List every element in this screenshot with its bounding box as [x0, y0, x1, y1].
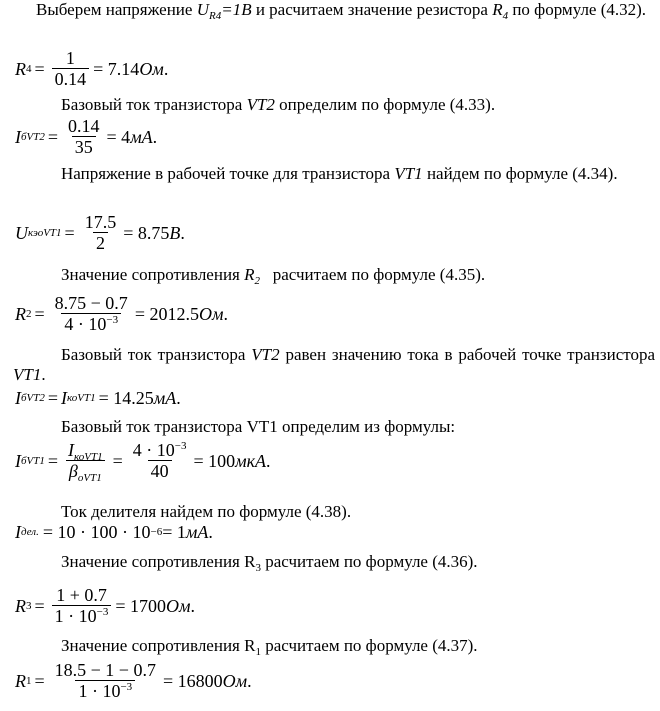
numerator: 1 + 0.7 — [56, 585, 107, 605]
result: = 16800 — [162, 670, 223, 691]
text-r3 — [61, 552, 478, 572]
denominator-base: 1 · 10 — [54, 606, 97, 626]
text: расчитаем по формуле (4.37). — [260, 636, 478, 655]
transistor-name: VT1 — [13, 365, 42, 384]
lhs-symbol: I — [15, 126, 21, 147]
lhs-symbol: I — [15, 522, 21, 542]
numerator: 1 — [65, 48, 75, 68]
period: . — [180, 222, 185, 243]
transistor-name: VT2 — [246, 95, 275, 114]
denominator — [61, 313, 121, 334]
numerator: 17.5 — [84, 212, 117, 232]
subscript: 1 — [255, 646, 261, 658]
denominator — [66, 460, 105, 484]
equation-r2: R 2 = $\frac{8.75 - 0.7}{4 \cdot 10^{-3}}$ = 2012.5 Ом . — [15, 293, 228, 334]
numerator: 0.14 — [68, 116, 100, 136]
equation-ib-vt1: I бVT1 = $\frac{I_{коVT1}}{\beta_{оVT1}}$ = $\frac{4 \cdot 10^{-3}}{40}$ = 100 мкА . — [15, 440, 271, 484]
result: = 7.14 — [93, 58, 140, 79]
subscript: 3 — [255, 562, 261, 574]
text: расчитаем по формуле (4.35). — [260, 265, 486, 284]
equals-sign: = — [34, 58, 45, 79]
paragraph-choose-voltage — [13, 0, 655, 20]
denominator — [52, 605, 112, 626]
equals-sign: = — [34, 303, 45, 324]
numerator-symbol: I — [68, 440, 75, 460]
numerator-subscript: коVT1 — [74, 451, 103, 463]
equals-sign: = — [34, 595, 45, 616]
fraction — [130, 440, 190, 481]
denominator: 2 — [93, 232, 108, 253]
result: = 100 — [193, 450, 236, 471]
exponent: −3 — [174, 440, 187, 452]
equation-uke-vt1: U кэоVT1 = $\frac{17.5}{2}$ = 8.75 В . — [15, 212, 185, 253]
fraction — [52, 585, 112, 626]
period: . — [163, 58, 169, 79]
denominator-base: 1 · 10 — [78, 681, 121, 701]
text-base-current-vt1 — [61, 417, 455, 437]
fraction — [65, 440, 106, 484]
fraction — [52, 48, 90, 89]
paragraph-base-current-equal — [13, 345, 655, 385]
fraction — [65, 116, 103, 157]
equals-sign: = — [47, 388, 59, 408]
equation-r1: R 1 = $\frac{18.5 - 1 - 0.7}{1 \cdot 10^{-3}}$ = 16800 Ом . — [15, 660, 252, 701]
equation-i-divider: I дел. = 10 · 100 · 10 −6 = 1 мА . — [15, 522, 213, 542]
equation-r3: R 3 = $\frac{1 + 0.7}{1 \cdot 10^{-3}}$ = 1700 Ом . — [15, 585, 196, 626]
text: . — [41, 365, 46, 384]
text-base-current-vt2 — [61, 95, 495, 115]
text-r2 — [61, 265, 485, 285]
equation-ib-vt2: I бVT2 = $\frac{0.14}{35}$ = 4 мА . — [15, 116, 158, 157]
text: определим по формуле (4.33). — [274, 95, 496, 114]
period: . — [223, 303, 228, 324]
text: Значение сопротивления R — [61, 552, 256, 571]
result: = 14.25 — [98, 388, 154, 408]
lhs-symbol: R — [15, 58, 26, 79]
lhs-symbol: R — [15, 303, 26, 324]
text-r1 — [61, 636, 478, 656]
unit: мА — [185, 522, 209, 542]
period: . — [176, 388, 181, 408]
result: = 4 — [106, 126, 131, 147]
paragraph-work-point — [13, 164, 655, 184]
lhs-symbol: I — [15, 388, 21, 408]
unit: Ом — [166, 595, 191, 616]
equals-sign: = — [34, 670, 45, 691]
text: Значение сопротивления — [61, 265, 245, 284]
equals-sign: = — [47, 450, 59, 471]
numerator: 8.75 − 0.7 — [54, 293, 128, 313]
equation-r4: R 4 = $\frac{1}{0.14}$ = 7.14 Ом . — [15, 48, 169, 89]
numerator-base: 4 · 10 — [132, 440, 175, 460]
denominator: 0.14 — [52, 68, 90, 89]
text: Базовый ток транзистора VT1 определим из формулы: — [61, 417, 456, 436]
value: =1 — [221, 0, 242, 19]
period: . — [266, 450, 271, 471]
text: и расчитаем значение резистора — [251, 0, 493, 19]
text: Напряжение в рабочей точке для транзистора — [61, 164, 395, 183]
denominator-subscript: оVT1 — [77, 472, 102, 484]
expression: = 10 · 100 · 10 — [42, 522, 151, 542]
fraction — [52, 660, 159, 701]
unit: мА — [130, 126, 153, 147]
result: = 1 — [162, 522, 186, 542]
period: . — [190, 595, 196, 616]
equation-ib-vt2-equals-ik: I бVT2 = I коVT1 = 14.25 мА . — [15, 388, 181, 408]
fraction — [52, 293, 131, 334]
subscript: 4 — [502, 10, 509, 22]
lhs-symbol: U — [15, 222, 28, 243]
symbol-r: R — [244, 265, 255, 284]
text: Выберем напряжение — [36, 0, 197, 19]
text: Базовый ток транзистора — [61, 95, 247, 114]
numerator — [65, 440, 106, 463]
text-divider-current — [61, 502, 351, 522]
period: . — [152, 126, 158, 147]
lhs-symbol: I — [15, 450, 21, 471]
unit: В — [241, 0, 252, 19]
equals-sign: = — [47, 126, 59, 147]
text: Базовый ток транзистора — [61, 345, 252, 364]
text: найдем по формуле (4.34). — [422, 164, 618, 183]
unit: Ом — [139, 58, 164, 79]
mid-symbol: I — [61, 388, 68, 408]
equals-sign: = — [112, 450, 123, 471]
exponent: −3 — [96, 606, 109, 618]
denominator-symbol: β — [68, 461, 78, 481]
period: . — [208, 522, 213, 542]
denominator: 40 — [148, 460, 172, 481]
equals-sign: = — [64, 222, 75, 243]
unit: Ом — [222, 670, 248, 691]
exponent: −3 — [120, 681, 133, 693]
transistor-name: VT2 — [251, 345, 280, 364]
denominator — [75, 680, 135, 701]
fraction — [82, 212, 120, 253]
subscript: 2 — [254, 275, 260, 287]
denominator-base: 4 · 10 — [64, 314, 107, 334]
numerator — [130, 440, 190, 460]
unit: Ом — [198, 303, 224, 324]
unit: мА — [153, 388, 177, 408]
result: = 2012.5 — [134, 303, 199, 324]
transistor-name: VT1 — [394, 164, 423, 183]
lhs-symbol: R — [15, 670, 26, 691]
subscript: R4 — [208, 10, 222, 22]
text: Ток делителя найдем по формуле (4.38). — [61, 502, 352, 521]
text: расчитаем по формуле (4.36). — [260, 552, 478, 571]
denominator: 35 — [72, 136, 96, 157]
period: . — [247, 670, 252, 691]
symbol-u: U — [196, 0, 209, 19]
lhs-symbol: R — [15, 595, 26, 616]
result: = 1700 — [115, 595, 167, 616]
result: = 8.75 — [123, 222, 170, 243]
symbol-r: R — [492, 0, 503, 19]
text: по формуле (4.32). — [508, 0, 647, 19]
text: Значение сопротивления R — [61, 636, 256, 655]
unit: мкА — [235, 450, 267, 471]
text: равен значению тока в рабочей точке транзистора — [279, 345, 655, 364]
exponent: −3 — [106, 314, 119, 326]
numerator: 18.5 − 1 − 0.7 — [54, 660, 156, 680]
unit: В — [169, 222, 181, 243]
